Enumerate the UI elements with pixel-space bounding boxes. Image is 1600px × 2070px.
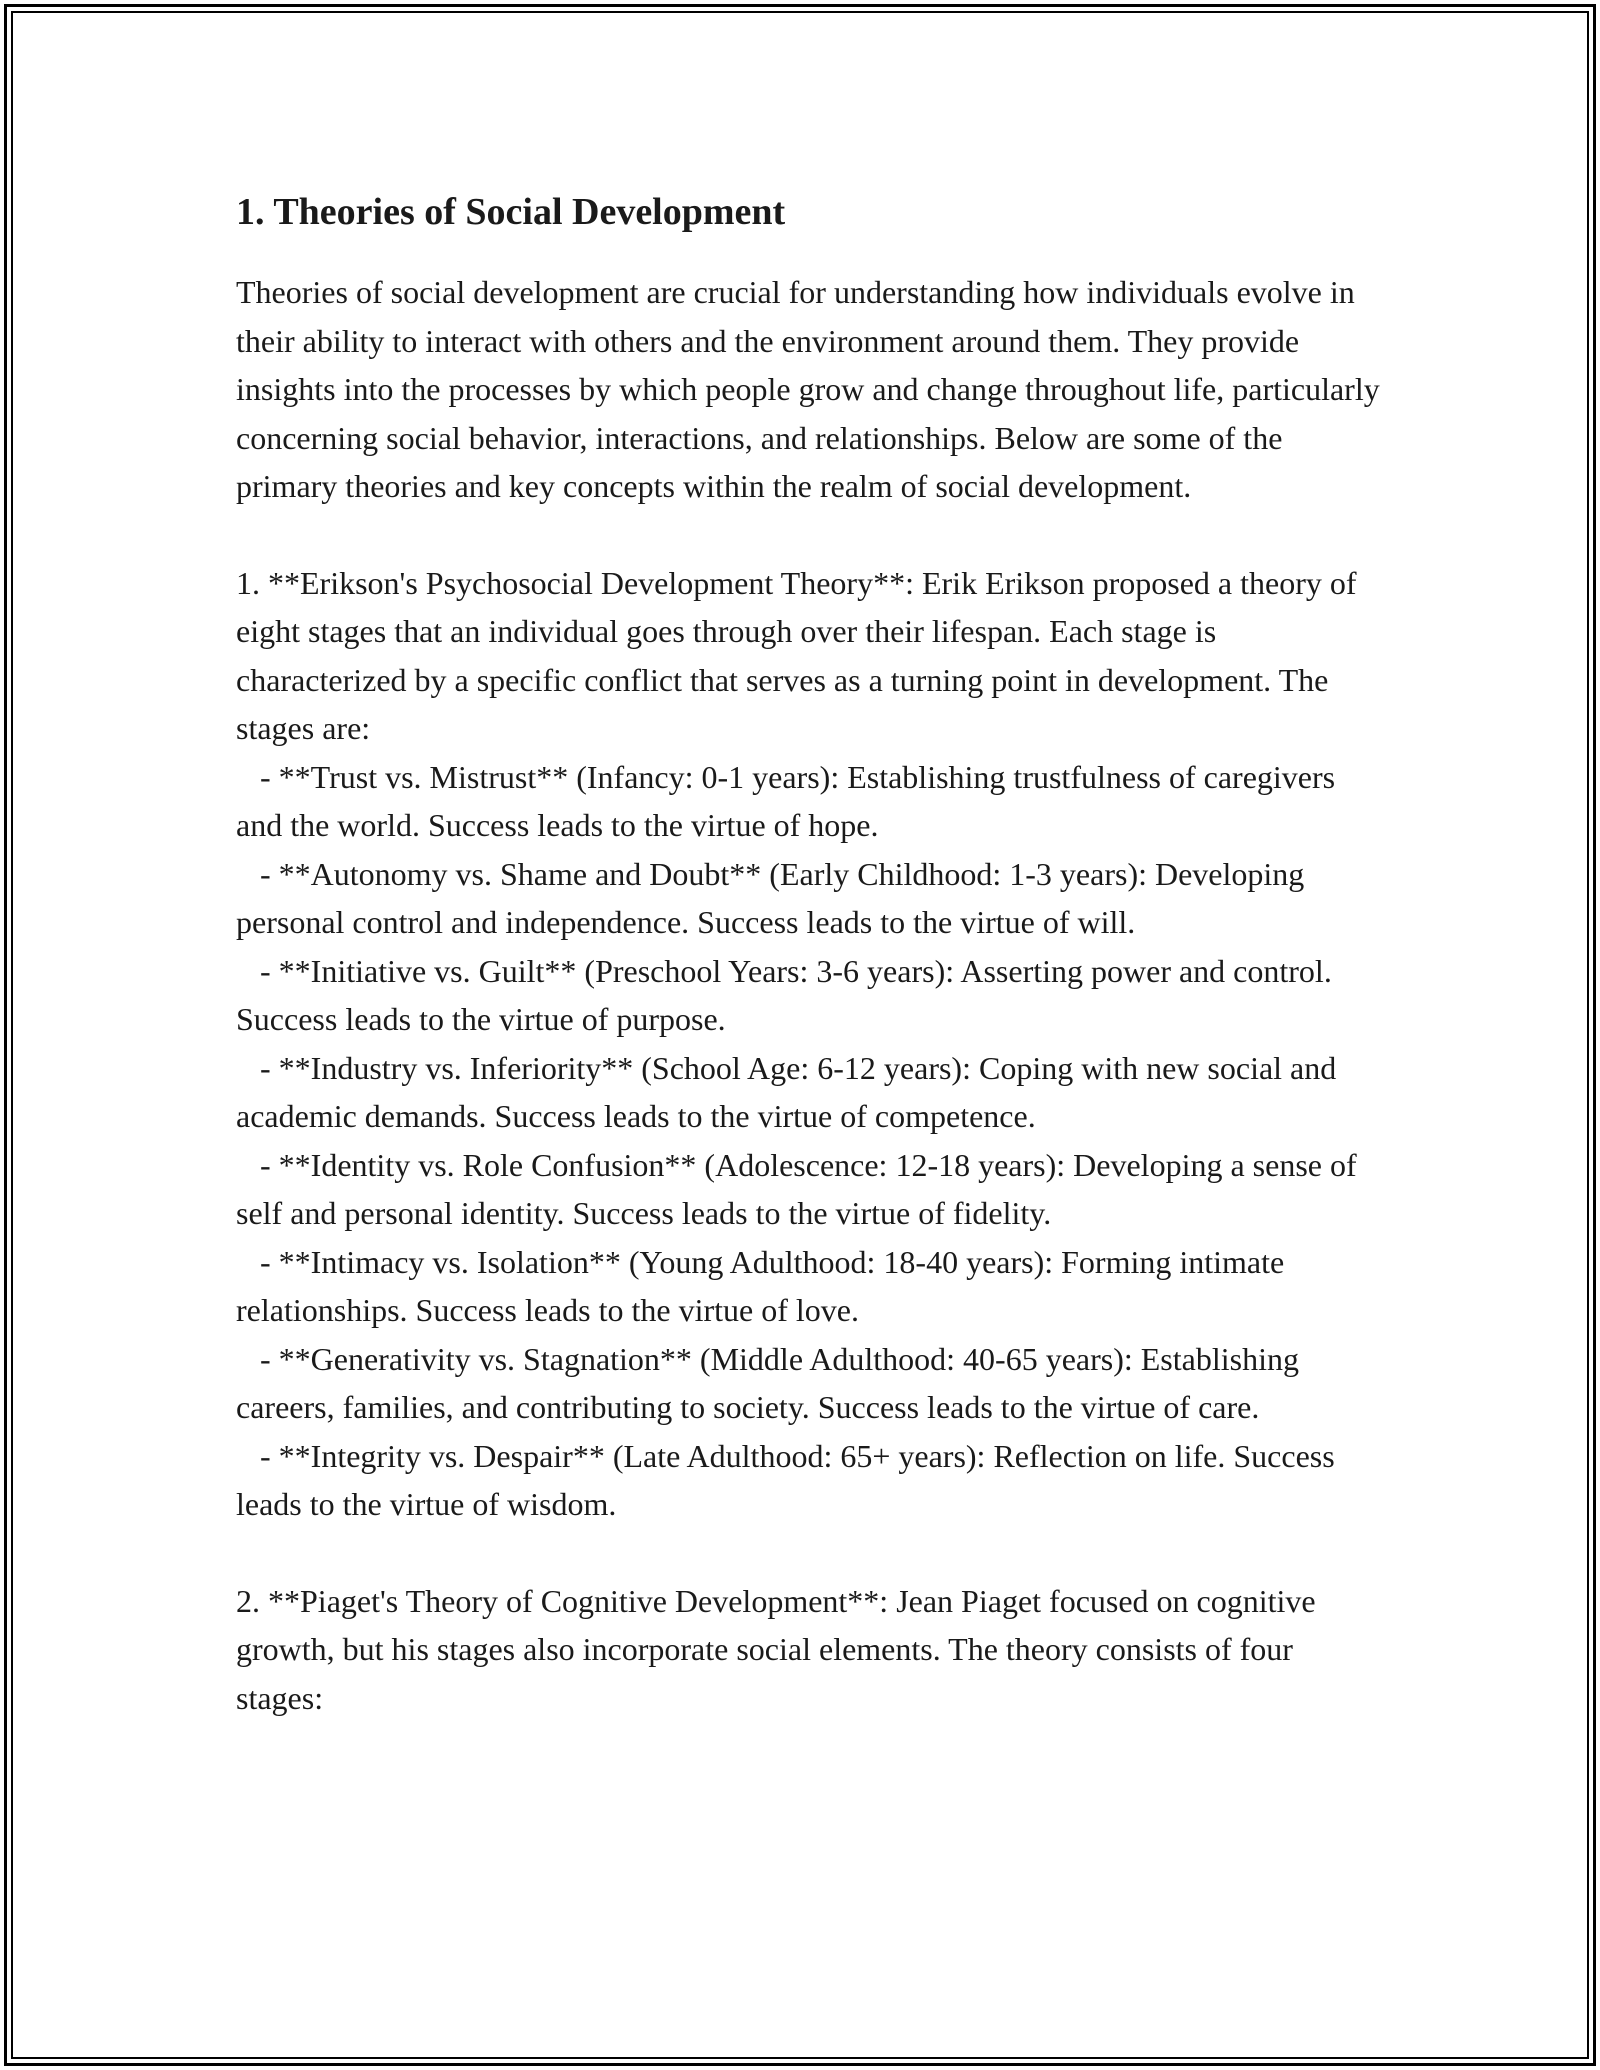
document-body <box>236 186 1386 1722</box>
intro-paragraph: Theories of social development are crucial for understanding how individuals evolve in their ability to interact with others and the environment around them. They provide insights into the processes by which people grow and change throughout life, particularly concerning social behavior, interactions, and relationships. Below are some of the primary theories and key concepts within the realm of social development. <box>236 274 1388 504</box>
section-title: 1. Theories of Social Development <box>236 191 786 233</box>
piaget-intro: 2. **Piaget's Theory of Cognitive Development**: Jean Piaget focused on cognitive growth, but his stages also incorporate social elements. The theory consists of four stages: <box>236 1582 1324 1716</box>
erikson-stage-identity: - **Identity vs. Role Confusion** (Adolescence: 12-18 years): Developing a sense of self and personal identity. Success leads to the virtue of fidelity. <box>236 1146 1365 1231</box>
erikson-stage-integrity: - **Integrity vs. Despair** (Late Adulthood: 65+ years): Reflection on life. Success leads to the virtue of wisdom. <box>236 1437 1343 1522</box>
erikson-stage-industry: - **Industry vs. Inferiority** (School Age: 6-12 years): Coping with new social and academic demands. Success leads to the virtue of competence. <box>236 1049 1345 1134</box>
erikson-stage-initiative: - **Initiative vs. Guilt** (Preschool Years: 3-6 years): Asserting power and control. Success leads to the virtue of purpose. <box>236 952 1340 1037</box>
erikson-intro: 1. **Erikson's Psychosocial Development Theory**: Erik Erikson proposed a theory of eight stages that an individual goes through over their lifespan. Each stage is characterized by a specific conflict that serves as a turning point in development. The stages are: <box>236 564 1365 746</box>
erikson-stage-autonomy: - **Autonomy vs. Shame and Doubt** (Early Childhood: 1-3 years): Developing personal control and independence. Success leads to the virtue of will. <box>236 855 1313 940</box>
erikson-stage-intimacy: - **Intimacy vs. Isolation** (Young Adulthood: 18-40 years): Forming intimate relationships. Success leads to the virtue of love. <box>236 1243 1293 1328</box>
erikson-stage-trust: - **Trust vs. Mistrust** (Infancy: 0-1 years): Establishing trustfulness of caregivers and the world. Success leads to the virtue of hope. <box>236 758 1344 843</box>
erikson-stage-list <box>236 753 1386 1529</box>
erikson-stage-generativity: - **Generativity vs. Stagnation** (Middle Adulthood: 40-65 years): Establishing careers, families, and contributing to society. Success leads to the virtue of care. <box>236 1340 1307 1425</box>
